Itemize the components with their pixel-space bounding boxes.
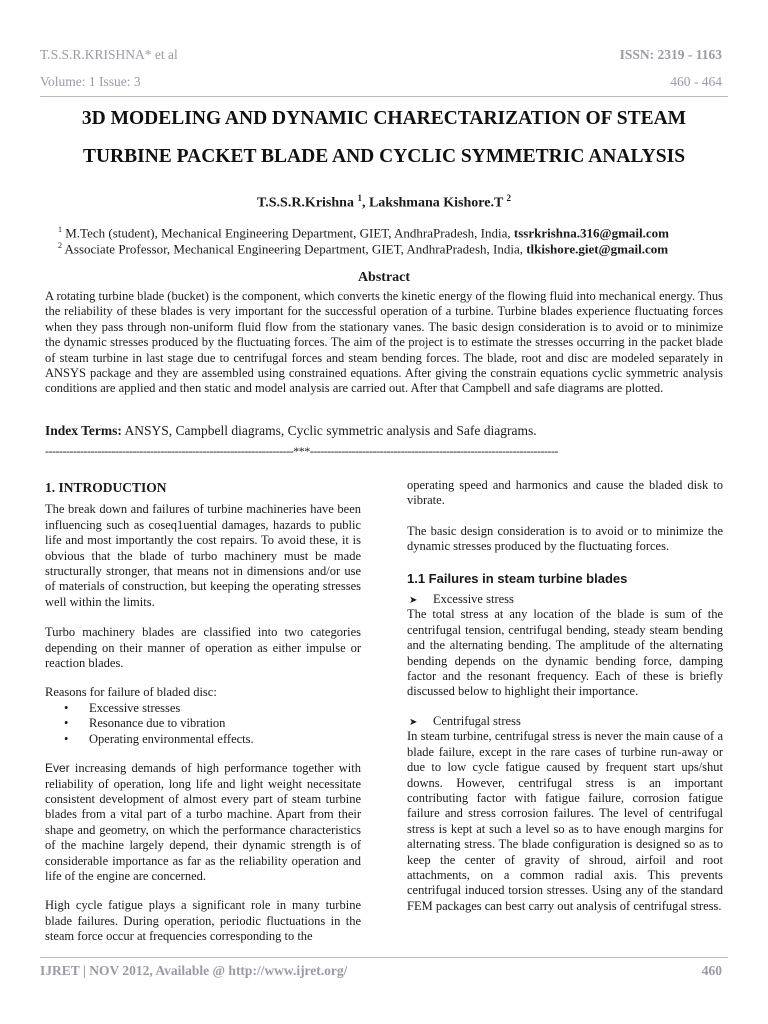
abstract-heading: Abstract [357,270,411,285]
arrow-right-icon: ➤ [409,716,418,728]
reasons-label: Reasons for failure of bladed disc: [45,685,217,700]
author-2-sup: 2 [506,193,512,203]
arrow-right-icon: ➤ [409,595,418,607]
right-column [407,478,723,914]
affiliation-2-text: Associate Professor, Mechanical Engineering Department, GIET, AndhraPradesh, India, [62,241,527,257]
volume-issue: Volume: 1 Issue: 3 [40,74,141,89]
footer-rule [40,957,728,958]
header-rule [40,96,728,97]
bullet-icon: • [64,700,69,715]
list-item: • Excessive stresses [64,700,181,715]
list-item-centrifugal-stress: ➤ Centrifugal stress [407,714,723,729]
left-column [45,480,361,945]
list-item: • Resonance due to vibration [64,716,226,731]
affiliation-2 [58,238,728,257]
paper-title-line-1: 3D MODELING AND DYNAMIC CHARECTARIZATION OF STEAM [81,108,687,129]
ever-word: Ever [45,761,70,776]
footer-journal: IJRET | NOV 2012, Available @ http://www.ijret.org/ [40,963,348,978]
excessive-stress-paragraph: The total stress at any location of the blade is sum of the centrifugal tension, centrifugal bending, steady steam bending and the alternating bending. The amplitude of the alternating bending depends on the dynamic bending force, damping factor and the resonant frequency. Each of these is briefly discussed below to highlight their importance. [407,607,723,699]
running-header-authors: T.S.S.R.KRISHNA* et al [40,47,178,62]
paper-title-line-2: TURBINE PACKET BLADE AND CYCLIC SYMMETRIC ANALYSIS [82,146,686,167]
list-item: • Operating environmental effects. [64,731,254,746]
intro-paragraph-3-text: increasing demands of high performance together with reliability of operation, long life and light weight necessitate consistent development of almost every part of steam turbine blades from a vital part of a turbo machine. Apart from their shape and geometry, on which the performance characteristics of the machine largely depend, their dynamic strength is of considerable importance as far as the reliability operation and life of the engine are concerned. [45,761,361,883]
index-terms-label: Index Terms: [45,423,122,438]
author-separator: , [361,195,369,211]
footer-page-number: 460 [701,963,722,978]
index-terms [45,423,725,439]
author-1-sup: 1 [357,193,362,203]
author-1: T.S.S.R.Krishna [256,195,358,211]
issn: ISSN: 2319 - 1163 [619,47,722,62]
affiliation-1-text: M.Tech (student), Mechanical Engineering Department, GIET, AndhraPradesh, India, [62,225,514,241]
affiliation-2-email: tlkishore.giet@gmail.com [526,241,669,257]
page-range: 460 - 464 [670,74,722,89]
author-2: Lakshmana Kishore.T [368,195,507,211]
intro-paragraph-1: The break down and failures of turbine machineries have been influencing such as coseq1uential damages, hazards to public life and most importantly the cost repairs. To avoid these, it is obvious that the blade of turbo machinery must be made structurally stronger, that means not in dimensions and/or use of materials of construction, but keeping the operating stresses well within the limits. [45,502,361,609]
bullet-icon: • [64,716,69,731]
right-paragraph-2: The basic design consideration is to avoid or to minimize the dynamic stresses produced by the fluctuating forces. [407,523,723,554]
affiliation-1-sup: 1 [58,225,62,234]
section-separator: -----------------------------------------------------------------------***----------------------------------------------------------------------- [45,444,558,458]
intro-paragraph-4: High cycle fatigue plays a significant role in many turbine blade failures. During operation, periodic fluctuations in the steam force occur at frequencies corresponding to the [45,898,361,944]
author-line [0,193,768,212]
index-terms-text: ANSYS, Campbell diagrams, Cyclic symmetric analysis and Safe diagrams. [121,423,537,438]
affiliation-2-sup: 2 [58,241,62,250]
right-paragraph-1: operating speed and harmonics and cause the bladed disk to vibrate. [407,478,723,508]
subsection-heading-failures: 1.1 Failures in steam turbine blades [407,570,628,586]
affiliation-1-email: tssrkrishna.316@gmail.com [513,225,669,241]
bullet-icon: • [64,731,69,746]
list-item-excessive-stress: ➤ Excessive stress [407,592,723,607]
centrifugal-stress-paragraph: In steam turbine, centrifugal stress is never the main cause of a blade failure, except in the rare cases of turbine run-away or due to low cycle fatigue caused by frequent start ups/shut downs. However, centrifugal stress is an important contributing factor with fatigue failure, corrosion fatigue failure and stress corrosion failures. The level of centrifugal stress is kept at such a level so as to have enough margins for alternating stress. The blade configuration is designed so as to keep the center of gravity of shroud, airfoil and root attachments, on a common radial axis. This prevents centrifugal induced torsion stresses. Using any of the standard FEM packages can best carry out analysis of centrifugal stress. [407,729,723,913]
reasons-list [45,701,361,747]
abstract-text: A rotating turbine blade (bucket) is the component, which converts the kinetic energy of the flowing fluid into mechanical energy. Thus the reliability of these blades is very important for the successful operation of a turbine. Turbine blades experience fluctuating forces when they pass through non-uniform fluid flow from the stationary vanes. The basic design consideration is to avoid or to minimize the dynamic stresses produced by the fluctuating forces. The aim of the project is to estimate the stresses occurring in the packet blade of steam turbine in last stage due to centrifugal forces and steam bending forces. The blade, root and disc are modeled separately in ANSYS package and they are assembled using constrained equations. After giving the constrain equations cyclic symmetric analysis conditions are applied and then static and model analysis are carried out. After that Campbell and safe diagrams are plotted. [45,289,723,396]
intro-paragraph-3 [45,761,361,884]
section-heading-introduction: 1. INTRODUCTION [45,480,167,495]
intro-paragraph-2: Turbo machinery blades are classified into two categories depending on their manner of operation as either impulse or reaction blades. [45,625,361,671]
